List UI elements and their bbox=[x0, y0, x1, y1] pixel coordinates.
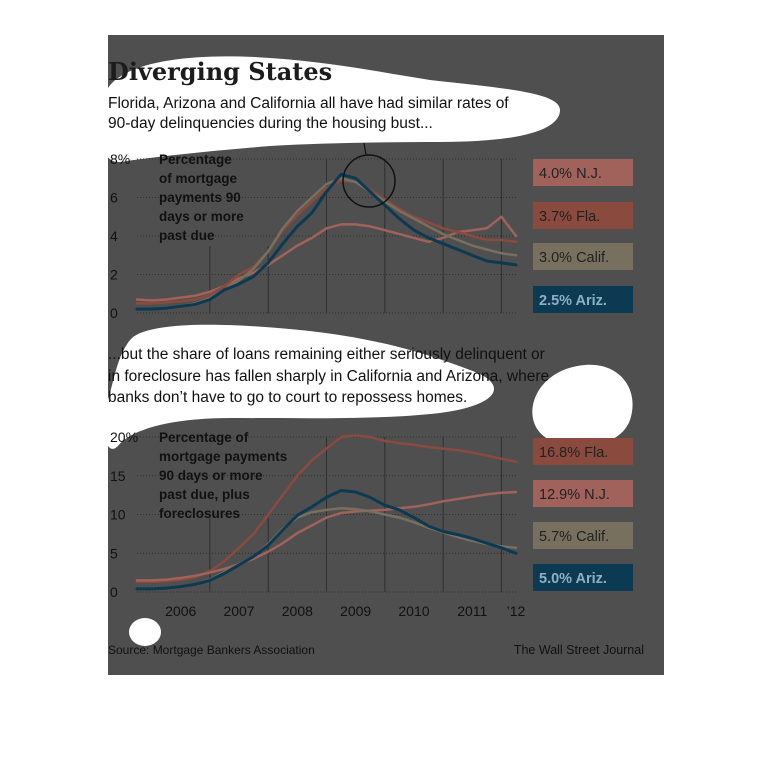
x-axis-label-6: ’12 bbox=[506, 603, 526, 619]
c1-annotation-line-4: days or more bbox=[159, 209, 244, 224]
c1-end-label-nj: 4.0% N.J. bbox=[539, 166, 602, 182]
c2-annotation-line-4: past due, plus bbox=[159, 487, 250, 502]
c1-annotation-line-2: of mortgage bbox=[159, 171, 238, 186]
x-axis-label-3: 2009 bbox=[340, 603, 372, 619]
c1-ytick-label-6: 6 bbox=[110, 189, 118, 206]
c1-annotation-line-1: Percentage bbox=[159, 152, 232, 167]
c1-end-label-fla: 3.7% Fla. bbox=[539, 209, 601, 225]
dek-2-line-2: in foreclosure has fallen sharply in California and Arizona, where bbox=[108, 368, 550, 385]
c2-end-label-fla: 16.8% Fla. bbox=[539, 445, 609, 461]
c2-ytick-label-15: 15 bbox=[110, 467, 126, 484]
c2-ytick-label-5: 5 bbox=[110, 545, 118, 562]
c1-ytick-label-4: 4 bbox=[110, 228, 118, 244]
dek-2-line-3: banks don’t have to go to court to repossess homes. bbox=[108, 389, 468, 406]
c2-end-label-ariz: 5.0% Ariz. bbox=[539, 571, 607, 587]
c1-ytick-label-2: 2 bbox=[110, 266, 118, 283]
c2-annotation-line-1: Percentage of bbox=[159, 430, 249, 445]
c1-end-label-ariz: 2.5% Ariz. bbox=[539, 293, 607, 309]
c2-ytick-label-20: 20% bbox=[110, 429, 139, 445]
publisher-credit: The Wall Street Journal bbox=[513, 643, 644, 657]
c2-end-label-nj: 12.9% N.J. bbox=[539, 487, 610, 503]
c1-annotation-line-5: past due bbox=[159, 228, 215, 243]
c2-ytick-label-0: 0 bbox=[110, 584, 118, 600]
x-axis-label-5: 2011 bbox=[457, 603, 488, 619]
dek-2-line-1: ...but the share of loans remaining either seriously delinquent or bbox=[108, 346, 545, 363]
x-axis-label-4: 2010 bbox=[398, 603, 430, 619]
c2-ytick-label-10: 10 bbox=[110, 506, 126, 523]
x-axis-label-1: 2007 bbox=[223, 603, 255, 619]
source-note: Source: Mortgage Bankers Association bbox=[108, 643, 315, 657]
c1-ytick-label-8: 8% bbox=[110, 151, 131, 167]
c1-end-label-calif: 3.0% Calif. bbox=[539, 250, 610, 266]
c1-annotation-line-3: payments 90 bbox=[159, 190, 241, 205]
c2-annotation-line-2: mortgage payments bbox=[159, 449, 288, 464]
x-axis-label-0: 2006 bbox=[165, 603, 197, 619]
c1-ytick-label-0: 0 bbox=[110, 305, 118, 321]
c2-annotation-line-5: foreclosures bbox=[159, 506, 241, 521]
dek-1-line-2: 90-day delinquencies during the housing bust... bbox=[108, 115, 433, 132]
scribble-dot bbox=[129, 618, 161, 646]
c2-end-label-calif: 5.7% Calif. bbox=[539, 529, 610, 545]
chart-title: Diverging States bbox=[108, 57, 333, 86]
c2-annotation-line-3: 90 days or more bbox=[159, 468, 263, 483]
dek-1-line-1: Florida, Arizona and California all have had similar rates of bbox=[108, 95, 509, 112]
x-axis-label-2: 2008 bbox=[281, 603, 313, 619]
